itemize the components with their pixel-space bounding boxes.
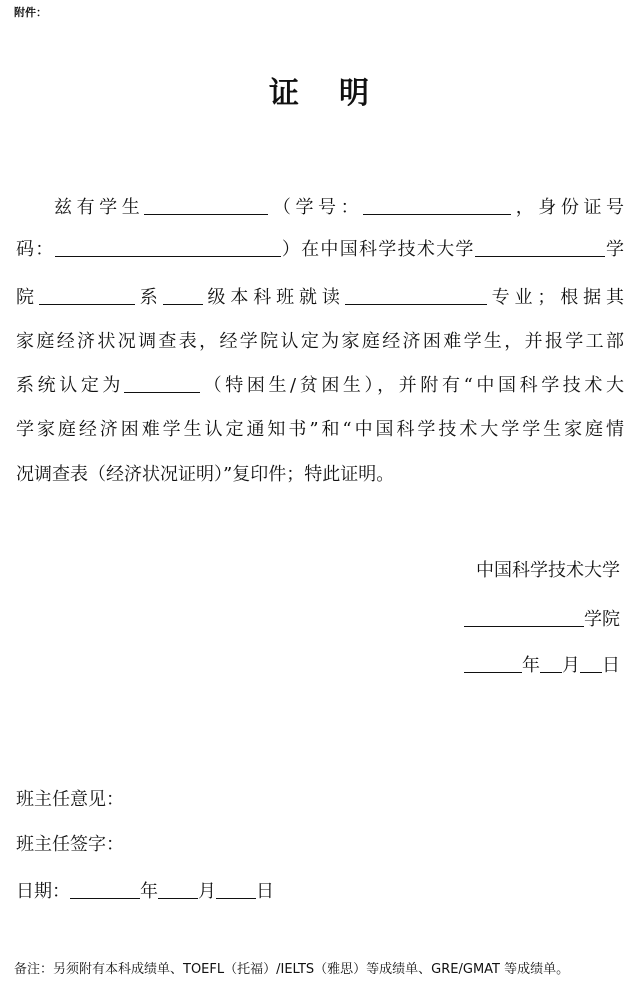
- date-label: 日期：: [16, 881, 70, 902]
- text-class: 级本科班就读: [202, 287, 345, 308]
- id-card-number-blank[interactable]: [55, 234, 281, 257]
- paragraph-line-6: 学家庭经济困难学生认定通知书”和“中国科学技术大学学生家庭情: [16, 419, 624, 440]
- bottom-month-label: 月: [198, 881, 216, 902]
- bottom-month-blank[interactable]: [158, 876, 198, 899]
- signature-university: 中国科学技术大学: [476, 560, 620, 581]
- paragraph-line-5: [16, 368, 624, 402]
- signature-college-label: 学院: [584, 609, 620, 630]
- page-title: [0, 68, 640, 112]
- student-name-blank[interactable]: [144, 192, 268, 215]
- major-blank[interactable]: [345, 282, 487, 305]
- text-major: 专业；根据其: [486, 287, 624, 308]
- signature-college: [464, 602, 620, 635]
- text-attached: （特困生/贫困生），并附有“中国科学技术大: [200, 375, 625, 396]
- text-yuan: 院: [16, 287, 39, 308]
- grade-blank[interactable]: [163, 282, 203, 305]
- footnote: 备注：另须附有本科成绩单、TOEFL（托福）/IELTS（雅思）等成绩单、GRE/GMAT 等成绩单。: [14, 962, 570, 977]
- poverty-level-blank[interactable]: [124, 370, 200, 393]
- paragraph-line-4: 家庭经济状况调查表，经学院认定为家庭经济困难学生，并报学工部: [16, 331, 624, 352]
- paragraph-line-2: [16, 232, 624, 266]
- signature-day-label: 日: [602, 655, 620, 676]
- student-id-blank[interactable]: [363, 192, 511, 215]
- signature-year-blank[interactable]: [464, 650, 522, 673]
- signature-month-blank[interactable]: [540, 650, 562, 673]
- paragraph-line-1: [16, 190, 624, 224]
- teacher-signature-label: 班主任签字：: [16, 834, 124, 855]
- paragraph-line-3: [16, 280, 624, 314]
- text-code: 码：: [16, 239, 55, 260]
- attachment-label: 附件：: [14, 6, 47, 19]
- bottom-day-blank[interactable]: [216, 876, 256, 899]
- text-xue: 学: [604, 239, 625, 260]
- bottom-year-label: 年: [140, 881, 158, 902]
- signature-day-blank[interactable]: [580, 650, 602, 673]
- title-char-1: 证: [269, 76, 301, 111]
- bottom-day-label: 日: [256, 881, 274, 902]
- text-student-id: （学号：: [268, 197, 364, 218]
- paragraph-line-7: 况调查表（经济状况证明）”复印件；特此证明。: [16, 464, 395, 485]
- teacher-opinion-label: 班主任意见：: [16, 789, 124, 810]
- bottom-year-blank[interactable]: [70, 876, 140, 899]
- text-student: 兹有学生: [54, 197, 145, 218]
- text-xi: 系: [134, 287, 163, 308]
- signature-college-blank[interactable]: [464, 604, 584, 627]
- bottom-date: [16, 874, 274, 907]
- signature-month-label: 月: [562, 655, 580, 676]
- text-in-university: ）在中国科学技术大学: [280, 239, 475, 260]
- text-id-card: ，身份证号: [511, 197, 625, 218]
- college-blank[interactable]: [475, 234, 605, 257]
- department-blank[interactable]: [39, 282, 135, 305]
- title-char-2: 明: [339, 76, 371, 111]
- text-identified-as: 系统认定为: [16, 375, 125, 396]
- signature-date: [464, 648, 620, 681]
- signature-year-label: 年: [522, 655, 540, 676]
